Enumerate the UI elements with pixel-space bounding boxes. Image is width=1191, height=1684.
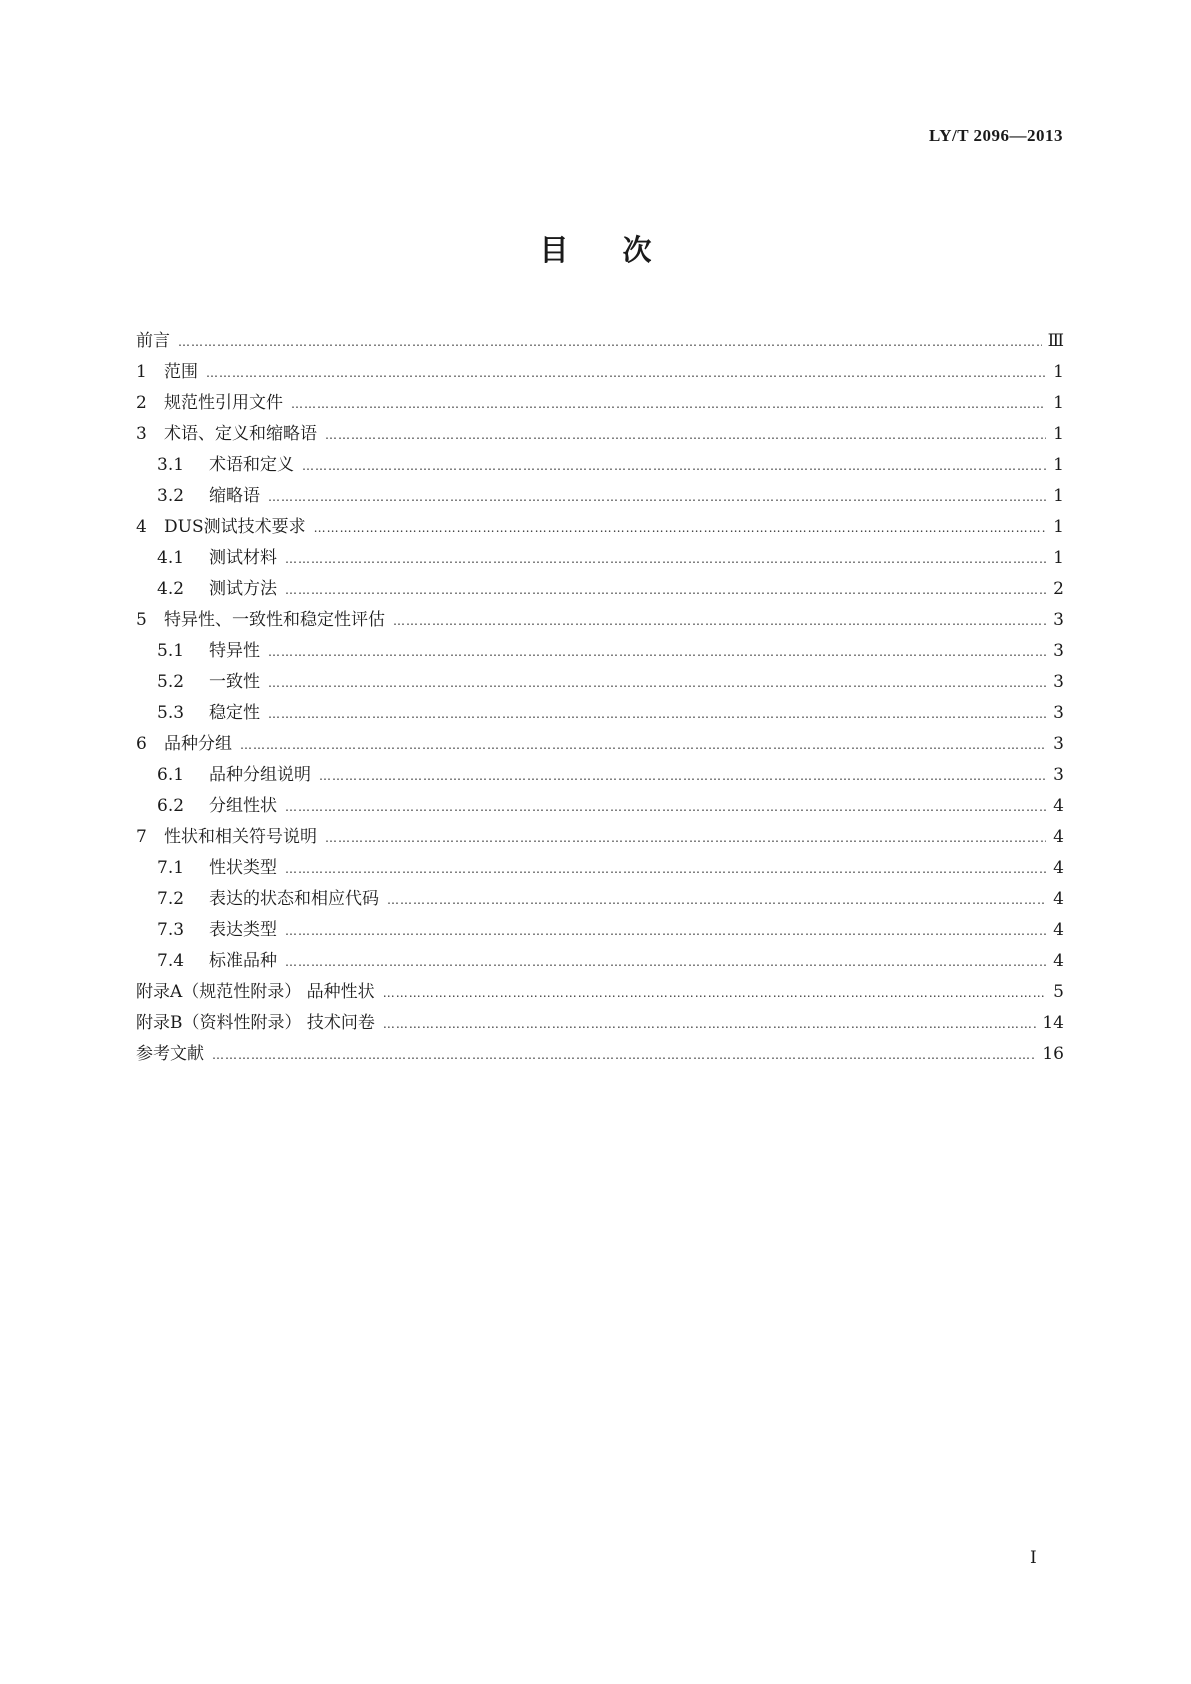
toc-entry-page: 4	[1053, 796, 1064, 816]
toc-entry-page: 1	[1053, 486, 1064, 506]
toc-entry-label: 测试材料	[209, 548, 277, 568]
toc-entry-number: 4.2	[157, 579, 185, 599]
toc-entry-label: 品种分组	[164, 734, 232, 754]
toc-leader-dots	[268, 707, 1046, 721]
toc-entry-page: 16	[1042, 1044, 1064, 1064]
page-title: 目次	[539, 233, 706, 267]
toc-entry-page: 1	[1053, 455, 1064, 475]
toc-entry-page: 3	[1053, 641, 1064, 661]
toc-entry-page: 1	[1053, 424, 1064, 444]
toc-leader-dots	[285, 552, 1046, 566]
toc-leader-dots	[314, 521, 1046, 535]
toc-entry-label: DUS测试技术要求	[164, 517, 306, 537]
toc-leader-dots	[319, 769, 1046, 783]
toc-entry-page: Ⅲ	[1047, 331, 1064, 351]
toc-entry-page: 3	[1053, 734, 1064, 754]
toc-entry-5-2[interactable]	[136, 667, 1064, 698]
toc-entry-label: 测试方法	[209, 579, 277, 599]
toc-entry-number: 7	[136, 827, 147, 847]
toc-leader-dots	[285, 924, 1046, 938]
toc-entry-label: 一致性	[209, 672, 260, 692]
toc-entry-label: 特异性	[209, 641, 260, 661]
toc-entry-number: 1	[136, 362, 147, 382]
toc-entry-page: 3	[1053, 610, 1064, 630]
toc-entry-number: 3.2	[157, 486, 185, 506]
toc-entry-label: 性状类型	[209, 858, 277, 878]
toc-entry-page: 4	[1053, 951, 1064, 971]
toc-entry-page: 14	[1042, 1013, 1064, 1033]
toc-entry-3-1[interactable]	[136, 450, 1064, 481]
toc-entry-label: 标准品种	[209, 951, 277, 971]
toc-leader-dots	[325, 428, 1046, 442]
toc-entry-4-2[interactable]	[136, 574, 1064, 605]
toc-leader-dots	[268, 676, 1046, 690]
toc-leader-dots	[285, 800, 1046, 814]
toc-entry-label: 附录B（资料性附录） 技术问卷	[136, 1013, 375, 1033]
toc-entry-number: 5.3	[157, 703, 185, 723]
page-number: I	[1030, 1548, 1037, 1568]
toc-entry-page: 4	[1053, 827, 1064, 847]
toc-entry-page: 1	[1053, 548, 1064, 568]
toc-entry-4-1[interactable]	[136, 543, 1064, 574]
toc-entry-page: 3	[1053, 672, 1064, 692]
toc-entry-5-1[interactable]	[136, 636, 1064, 667]
toc-leader-dots	[268, 490, 1046, 504]
toc-entry-page: 5	[1053, 982, 1064, 1002]
toc-entry-4[interactable]	[136, 512, 1064, 543]
toc-entry-label: 范围	[164, 362, 198, 382]
toc-entry-label: 性状和相关符号说明	[164, 827, 317, 847]
toc-leader-dots	[285, 862, 1046, 876]
toc-entry-page: 4	[1053, 858, 1064, 878]
toc-entry-references[interactable]	[136, 1039, 1064, 1070]
toc-entry-7[interactable]	[136, 822, 1064, 853]
toc-entry-label: 特异性、一致性和稳定性评估	[164, 610, 385, 630]
toc-entry-label: 稳定性	[209, 703, 260, 723]
toc-leader-dots	[285, 955, 1046, 969]
toc-leader-dots	[291, 397, 1046, 411]
toc-entry-number: 5.1	[157, 641, 185, 661]
toc-entry-number: 3.1	[157, 455, 185, 475]
toc-leader-dots	[212, 1048, 1036, 1062]
toc-leader-dots	[285, 583, 1046, 597]
toc-entry-label: 附录A（规范性附录） 品种性状	[136, 982, 375, 1002]
toc-entry-number: 5.2	[157, 672, 185, 692]
toc-leader-dots	[383, 986, 1046, 1000]
toc-entry-number: 7.4	[157, 951, 185, 971]
toc-entry-number: 7.3	[157, 920, 185, 940]
toc-entry-7-3[interactable]	[136, 915, 1064, 946]
toc-leader-dots	[240, 738, 1046, 752]
toc-entry-number: 3	[136, 424, 147, 444]
toc-leader-dots	[387, 893, 1046, 907]
toc-entry-label: 分组性状	[209, 796, 277, 816]
toc-entry-number: 6.1	[157, 765, 185, 785]
toc-entry-number: 4.1	[157, 548, 185, 568]
toc-entry-appendix-b[interactable]	[136, 1008, 1064, 1039]
toc-entry-number: 2	[136, 393, 147, 413]
standard-number: LY/T 2096—2013	[928, 126, 1063, 145]
toc-entry-2[interactable]	[136, 388, 1064, 419]
toc-entry-foreword[interactable]	[136, 326, 1064, 357]
toc-entry-page: 3	[1053, 765, 1064, 785]
toc-entry-page: 3	[1053, 703, 1064, 723]
toc-entry-7-2[interactable]	[136, 884, 1064, 915]
toc-entry-appendix-a[interactable]	[136, 977, 1064, 1008]
toc-entry-label: 术语和定义	[209, 455, 294, 475]
toc-entry-label: 前言	[136, 331, 170, 351]
toc-leader-dots	[178, 335, 1042, 349]
toc-entry-6-1[interactable]	[136, 760, 1064, 791]
toc-entry-number: 4	[136, 517, 147, 537]
toc-entry-page: 4	[1053, 920, 1064, 940]
toc-leader-dots	[383, 1017, 1036, 1031]
toc-entry-page: 1	[1053, 517, 1064, 537]
toc-entry-number: 7.2	[157, 889, 185, 909]
toc-leader-dots	[393, 614, 1046, 628]
toc-entry-page: 4	[1053, 889, 1064, 909]
toc-entry-6[interactable]	[136, 729, 1064, 760]
toc-entry-label: 参考文献	[136, 1044, 204, 1064]
toc-entry-7-4[interactable]	[136, 946, 1064, 977]
toc-entry-number: 7.1	[157, 858, 185, 878]
toc-entry-number: 5	[136, 610, 147, 630]
toc-entry-number: 6	[136, 734, 147, 754]
toc-entry-label: 缩略语	[209, 486, 260, 506]
toc-entry-5-3[interactable]	[136, 698, 1064, 729]
toc-entry-label: 规范性引用文件	[164, 393, 283, 413]
toc-entry-label: 品种分组说明	[209, 765, 311, 785]
toc-entry-number: 6.2	[157, 796, 185, 816]
toc-entry-label: 表达的状态和相应代码	[209, 889, 379, 909]
table-of-contents	[136, 326, 1064, 1070]
toc-entry-7-1[interactable]	[136, 853, 1064, 884]
toc-leader-dots	[325, 831, 1046, 845]
toc-entry-3[interactable]	[136, 419, 1064, 450]
toc-entry-3-2[interactable]	[136, 481, 1064, 512]
toc-leader-dots	[268, 645, 1046, 659]
toc-entry-label: 术语、定义和缩略语	[164, 424, 317, 444]
toc-leader-dots	[206, 366, 1046, 380]
toc-entry-5[interactable]	[136, 605, 1064, 636]
toc-entry-page: 2	[1053, 579, 1064, 599]
toc-leader-dots	[302, 459, 1046, 473]
toc-entry-page: 1	[1053, 393, 1064, 413]
toc-entry-6-2[interactable]	[136, 791, 1064, 822]
toc-entry-label: 表达类型	[209, 920, 277, 940]
toc-entry-1[interactable]	[136, 357, 1064, 388]
toc-entry-page: 1	[1053, 362, 1064, 382]
